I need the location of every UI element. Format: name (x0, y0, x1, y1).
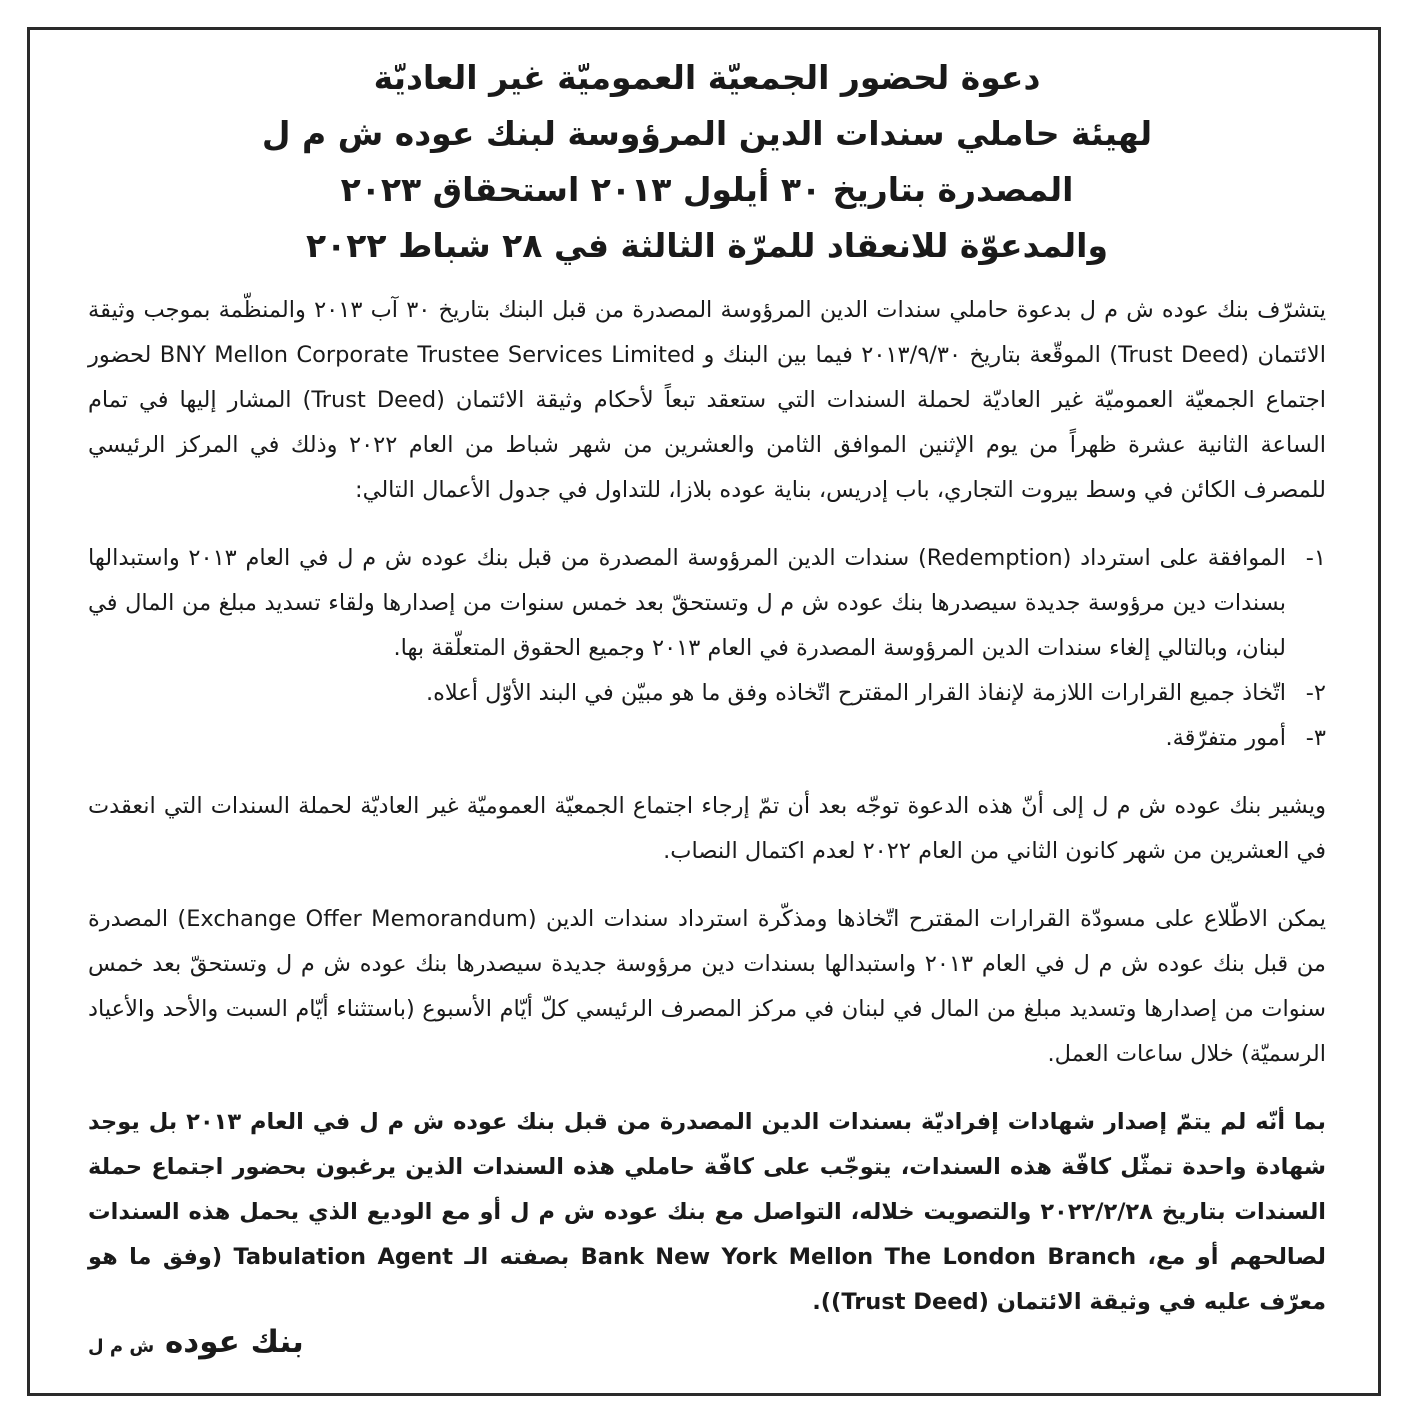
notice-heading (88, 50, 1326, 274)
certificates-paragraph: بما أنّه لم يتمّ إصدار شهادات إفراديّة بسندات الدين المصدرة من قبل بنك عوده ش م ل في العام ٢٠١٣ بل يوجد شهادة واحدة تمثّل كافّة هذه السندات، يتوجّب على كافّة حاملي هذه السندات الذين يرغبون بحضور اجتماع حملة السندات بتاريخ ٢٠٢٢/٢/٢٨ والتصويت خلاله، التواصل مع بنك عوده ش م ل أو مع الوديع الذي يحمل هذه السندات لصالحهم أو مع، Bank New York Mellon The London Branch بصفته الـ Tabulation Agent (وفق ما هو معرّف عليه في وثيقة الائتمان (Trust Deed)). (88, 1109, 1327, 1315)
heading-line-4: والمدعوّة للانعقاد للمرّة الثالثة في ٢٨ شباط ٢٠٢٢ (306, 226, 1108, 265)
agenda-item (88, 716, 1326, 761)
heading-line-2: لهيئة حاملي سندات الدين المرؤوسة لبنك عوده ش م ل (261, 114, 1153, 153)
signature-suffix: ش م ل (88, 1336, 155, 1357)
agenda-item-number: ٢- (1305, 680, 1326, 706)
heading-line-1: دعوة لحضور الجمعيّة العموميّة غير العاديّة (373, 58, 1041, 97)
signature (88, 1320, 304, 1369)
heading-line-3: المصدرة بتاريخ ٣٠ أيلول ٢٠١٣ استحقاق ٢٠٢٣ (340, 170, 1074, 209)
spacer (88, 1077, 1326, 1100)
spacer (88, 874, 1326, 897)
agenda-item-number: ٣- (1305, 725, 1326, 751)
agenda-item-number: ١- (1305, 545, 1326, 571)
agenda-list (88, 536, 1326, 761)
signature-name: بنك عوده (164, 1324, 304, 1360)
agenda-item-text: أمور متفرّقة. (1165, 725, 1286, 751)
intro-paragraph: يتشرّف بنك عوده ش م ل بدعوة حاملي سندات الدين المرؤوسة المصدرة من قبل البنك بتاريخ ٣٠ آب ٢٠١٣ والمنظّمة بموجب وثيقة الائتمان (Trust Deed) الموقّعة بتاريخ ٢٠١٣/٩/٣٠ فيما بين البنك و BNY Mellon Corporate Trustee Services Limited لحضور اجتماع الجمعيّة العموميّة غير العاديّة لحملة السندات التي ستعقد تبعاً لأحكام وثيقة الائتمان (Trust Deed) المشار إليها في تمام الساعة الثانية عشرة ظهراً من يوم الإثنين الموافق الثامن والعشرين من شهر شباط من العام ٢٠٢٢ وذلك في المركز الرئيسي للمصرف الكائن في وسط بيروت التجاري، باب إدريس، بناية عوده بلازا، للتداول في جدول الأعمال التالي: (88, 297, 1327, 503)
agenda-item (88, 536, 1326, 671)
agenda-item-text: اتّخاذ جميع القرارات اللازمة لإنفاذ القرار المقترح اتّخاذه وفق ما هو مبيّن في البند الأوّل أعلاه. (425, 680, 1286, 706)
spacer (88, 761, 1326, 784)
agenda-item-text: الموافقة على استرداد (Redemption) سندات الدين المرؤوسة المصدرة من قبل بنك عوده ش م ل في العام ٢٠١٣ واستبدالها بسندات دين مرؤوسة جديدة سيصدرها بنك عوده ش م ل وتستحقّ بعد خمس سنوات من إصدارها ولقاء تسديد مبلغ من المال في لبنان، وبالتالي إلغاء سندات الدين المرؤوسة المصدرة في العام ٢٠١٣ وجميع الحقوق المتعلّقة بها. (88, 545, 1286, 661)
quorum-paragraph: ويشير بنك عوده ش م ل إلى أنّ هذه الدعوة توجّه بعد أن تمّ إرجاء اجتماع الجمعيّة العموميّة غير العاديّة لحملة السندات التي انعقدت في العشرين من شهر كانون الثاني من العام ٢٠٢٢ لعدم اكتمال النصاب. (88, 793, 1326, 864)
documents-paragraph: يمكن الاطّلاع على مسودّة القرارات المقترح اتّخاذها ومذكّرة استرداد سندات الدين (Exchange Offer Memorandum) المصدرة من قبل بنك عوده ش م ل في العام ٢٠١٣ واستبدالها بسندات دين مرؤوسة جديدة سيصدرها بنك عوده ش م ل وتستحقّ بعد خمس سنوات من إصدارها وتسديد مبلغ من المال في لبنان في مركز المصرف الرئيسي كلّ أيّام الأسبوع (باستثناء أيّام السبت والأحد والأعياد الرسميّة) خلال ساعات العمل. (88, 906, 1327, 1067)
agenda-item (88, 671, 1326, 716)
spacer (88, 513, 1326, 536)
notice-frame (27, 27, 1381, 1396)
